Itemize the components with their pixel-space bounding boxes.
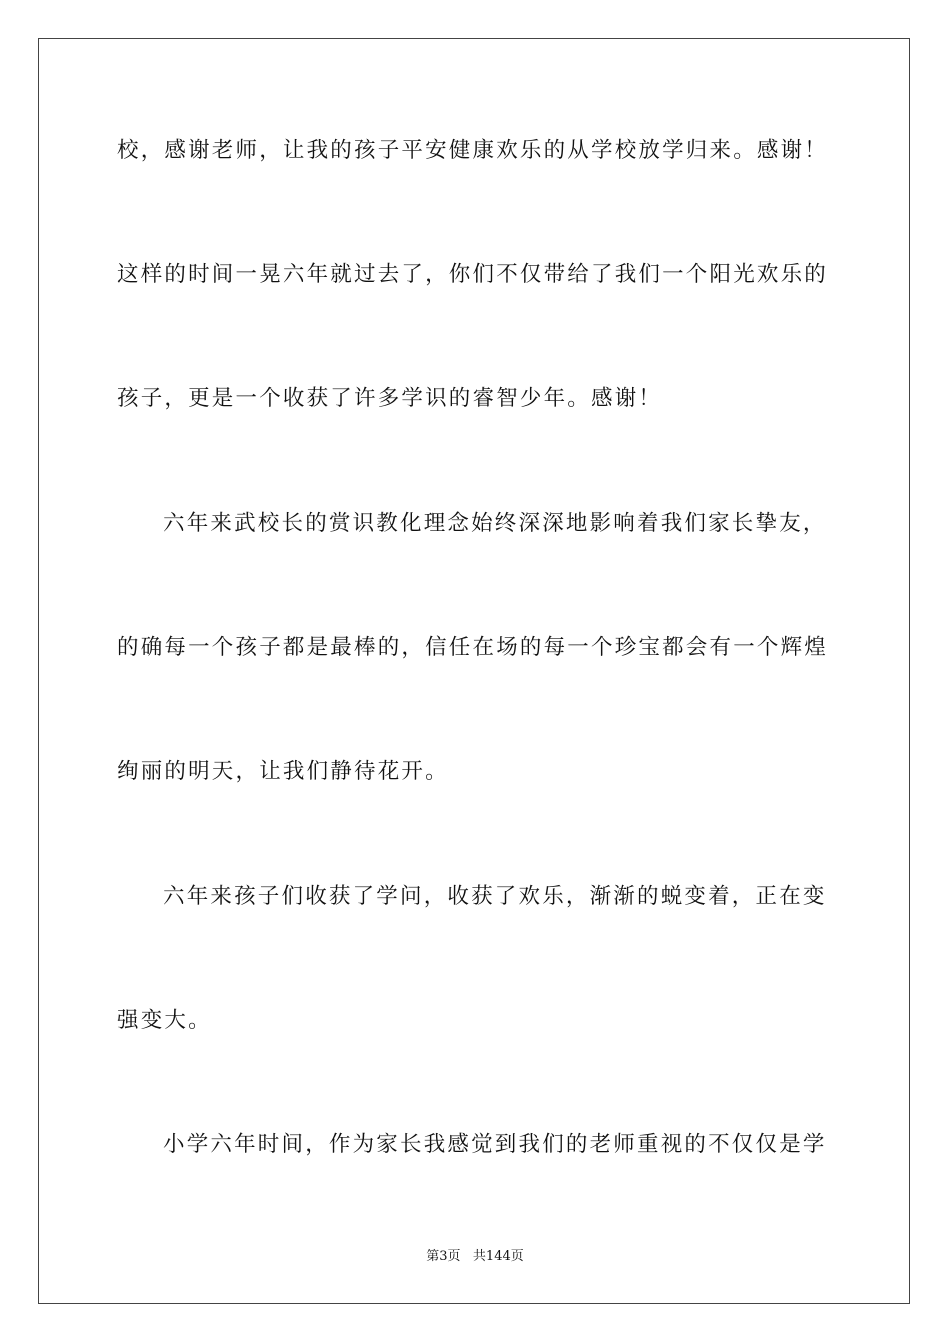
paragraph-first-line: 小学六年时间，作为家长我感觉到我们的老师重视的不仅仅是学 [163, 1132, 827, 1157]
text-line: 强变大。 [117, 1008, 212, 1033]
paragraph-first-line: 六年来武校长的赏识教化理念始终深深地影响着我们家长挚友， [163, 511, 827, 536]
page-frame [38, 38, 910, 1304]
text-line: 绚丽的明天，让我们静待花开。 [117, 759, 449, 784]
text-line: 的确每一个孩子都是最棒的，信任在场的每一个珍宝都会有一个辉煌 [117, 635, 829, 660]
text-line: 这样的时间一晃六年就过去了，你们不仅带给了我们一个阳光欢乐的 [117, 262, 829, 287]
paragraph-first-line: 六年来孩子们收获了学问，收获了欢乐，渐渐的蜕变着，正在变 [163, 884, 827, 909]
page-number-footer: 第3页 共144页 [426, 1249, 524, 1264]
text-line: 孩子，更是一个收获了许多学识的睿智少年。感谢！ [117, 386, 663, 411]
text-line: 校，感谢老师，让我的孩子平安健康欢乐的从学校放学归来。感谢！ [117, 138, 829, 163]
